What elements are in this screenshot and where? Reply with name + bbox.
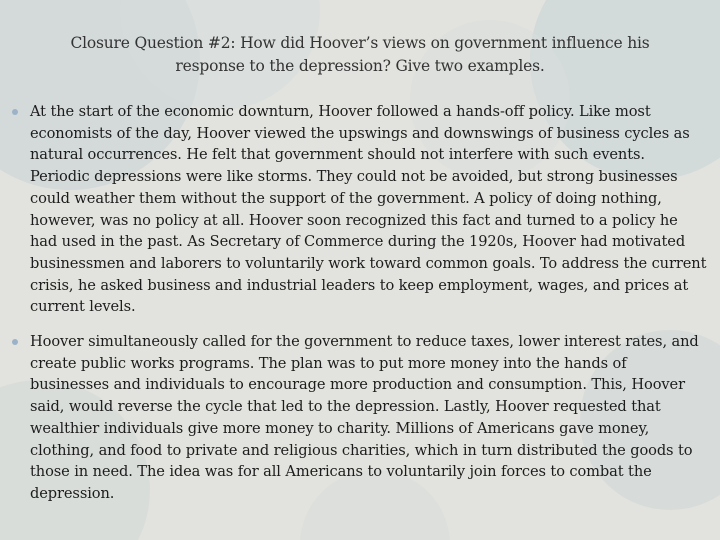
slide-title: Closure Question #2: How did Hoover’s views on government influence his response to the depression? Give two examples. xyxy=(70,34,650,75)
bullet-item xyxy=(12,331,708,505)
bullet-text: At the start of the economic downturn, Hoover followed a hands-off policy. Like most economists of the day, Hoover viewed the upswings and downswings of business cycles as natural occurrences. He felt that government should not interfere with such events. Periodic depressions were like storms. They could not be avoided, but strong businesses could weather them without the support of the government. A policy of doing nothing, however, was no policy at all. Hoover soon recognized this fact and turned to a policy he had used in the past. As Secretary of Commerce during the 1920s, Hoover had motivated businessmen and laborers to voluntarily work toward common goals. To address the current crisis, he asked business and industrial leaders to keep employment, wages, and prices at current levels. xyxy=(30,103,707,316)
bullet-icon xyxy=(12,339,18,345)
bullet-item xyxy=(12,101,708,318)
bullet-text: Hoover simultaneously called for the government to reduce taxes, lower interest rates, and create public works programs. The plan was to put more money into the hands of businesses and individuals to encourage more production and consumption. This, Hoover said, would reverse the cycle that led to the depression. Lastly, Hoover requested that wealthier individuals give more money to charity. Millions of Americans gave money, clothing, and food to private and religious charities, which in turn distributed the goods to those in need. The idea was for all Americans to voluntarily join forces to combat the depression. xyxy=(30,333,699,502)
bullet-list xyxy=(12,101,708,505)
bullet-icon xyxy=(12,109,18,115)
